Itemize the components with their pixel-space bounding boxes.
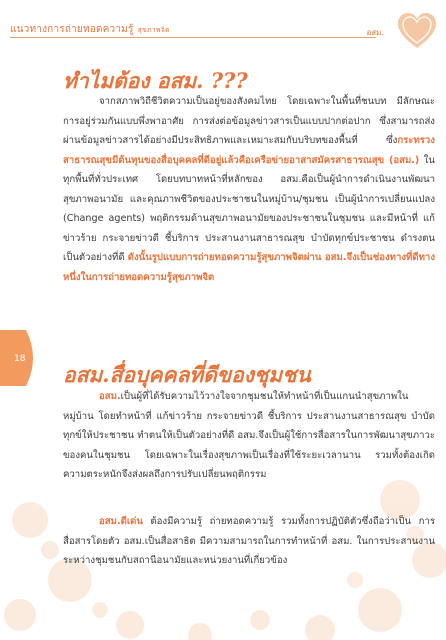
highlight-text: ดังนั้นรูปแบบการถ่ายทอดความรู้สุขภาพจิตผ่าน อสม.จึงเป็นช่องทางที่ดีทางหนึ่งในการถ่ายทอดความรู้สุขภาพจิต	[63, 252, 435, 283]
section1-paragraph	[63, 92, 435, 287]
text-run: ต้องมีความรู้ ถ่ายทอดความรู้ รวมทั้งการปฏิบัติตัวซึ่งถือว่าเป็น การสื่อสารโดยตัว อสม.เป็นสื่อสาธิต มีความสามารถในการทำหน้าที่ อสม. ในการประสานงานระหว่างชุมชนกับสถานีอนามัยและหน่วยงานที่เกี่ยวข้อง	[63, 516, 435, 566]
header-title: แนวทางการถ่ายทอดความรู้ สุขภาพจิต	[10, 24, 170, 35]
section2-paragraph-1	[63, 387, 435, 485]
page-header	[0, 0, 446, 50]
header-right-label: อสม.	[366, 28, 384, 37]
text-run: เป็นผู้ที่ได้รับความไว้วางใจจากชุมชนให้ทำหน้าที่เป็นแกนนำสุขภาพในหมู่บ้าน โดยทำหน้าที่ แก้ข่าวร้าย กระจายข่าวดี ชี้บริการ ประสานงานสาธารณสุข บำบัดทุกข์ให้ประชาชน ทำตนให้เป็นตัวอย่างที่ดี อสม.จึงเป็นผู้ใช้การสื่อสารในการพัฒนาสุขภาวะของคนในชุมชน โดยเฉพาะในเรื่องสุขภาพเป็นเรื่องที่ใช้ระยะเวลานาน รวมทั้งต้องเกิดความตระหนักจึงส่งผลถึงการปรับเปลี่ยนพฤติกรรม	[63, 391, 435, 480]
page-number: 18	[14, 354, 26, 364]
heart-icon	[396, 10, 438, 52]
section2-paragraph-2	[63, 512, 435, 571]
section-heading-why-vhv: ทำไมต้อง อสม. ???	[63, 68, 248, 93]
text-run: ในทุกพื้นที่ทั่วประเทศ โดยบทบาทหน้าที่หลักของ อสม.คือเป็นผู้นำการดำเนินงานพัฒนาสุขภาพอนามัย และคุณภาพชีวิตของประชาชนในหมู่บ้าน/ชุมชน เป็นผู้นำการเปลี่ยนแปลง (Change agents) พฤติกรรมด้านสุขภาพอนามัยของประชาชนในชุมชน และมีหน้าที่ แก้ข่าวร้าย กระจายข่าวดี ชี้บริการ ประสานงานสาธารณสุข บำบัดทุกข์ประชาชน ดำรงตนเป็นตัวอย่างที่ดี	[63, 154, 435, 263]
highlight-text: อสม.	[99, 391, 121, 402]
section-heading-vhv-media: อสม.สื่อบุคคลที่ดีของชุมชน	[63, 362, 311, 387]
text-run: จากสภาพวิถีชีวิตความเป็นอยู่ของสังคมไทย โดยเฉพาะในพื้นที่ชนบท มีลักษณะการอยู่ร่วมกันแบบพึ่งพาอาศัย การส่งต่อข้อมูลข่าวสารเป็นแบบปากต่อปาก ซึ่งสามารถส่งผ่านข้อมูลข่าวสารได้อย่างมีประสิทธิภาพและเหมาะสมกับบริบทของพื้นที่ ซึ่ง	[63, 96, 435, 146]
highlight-text: กระทรวงสาธารณสุขมีต้นทุนของสื่อบุคคลที่ดีอยู่แล้วคือเครือข่ายอาสาสมัครสาธารณสุข (อสม.)	[63, 135, 435, 166]
header-subtitle: สุขภาพจิต	[137, 26, 170, 34]
highlight-text: อสม.ดีเด่น	[99, 516, 143, 527]
header-divider	[10, 37, 376, 38]
